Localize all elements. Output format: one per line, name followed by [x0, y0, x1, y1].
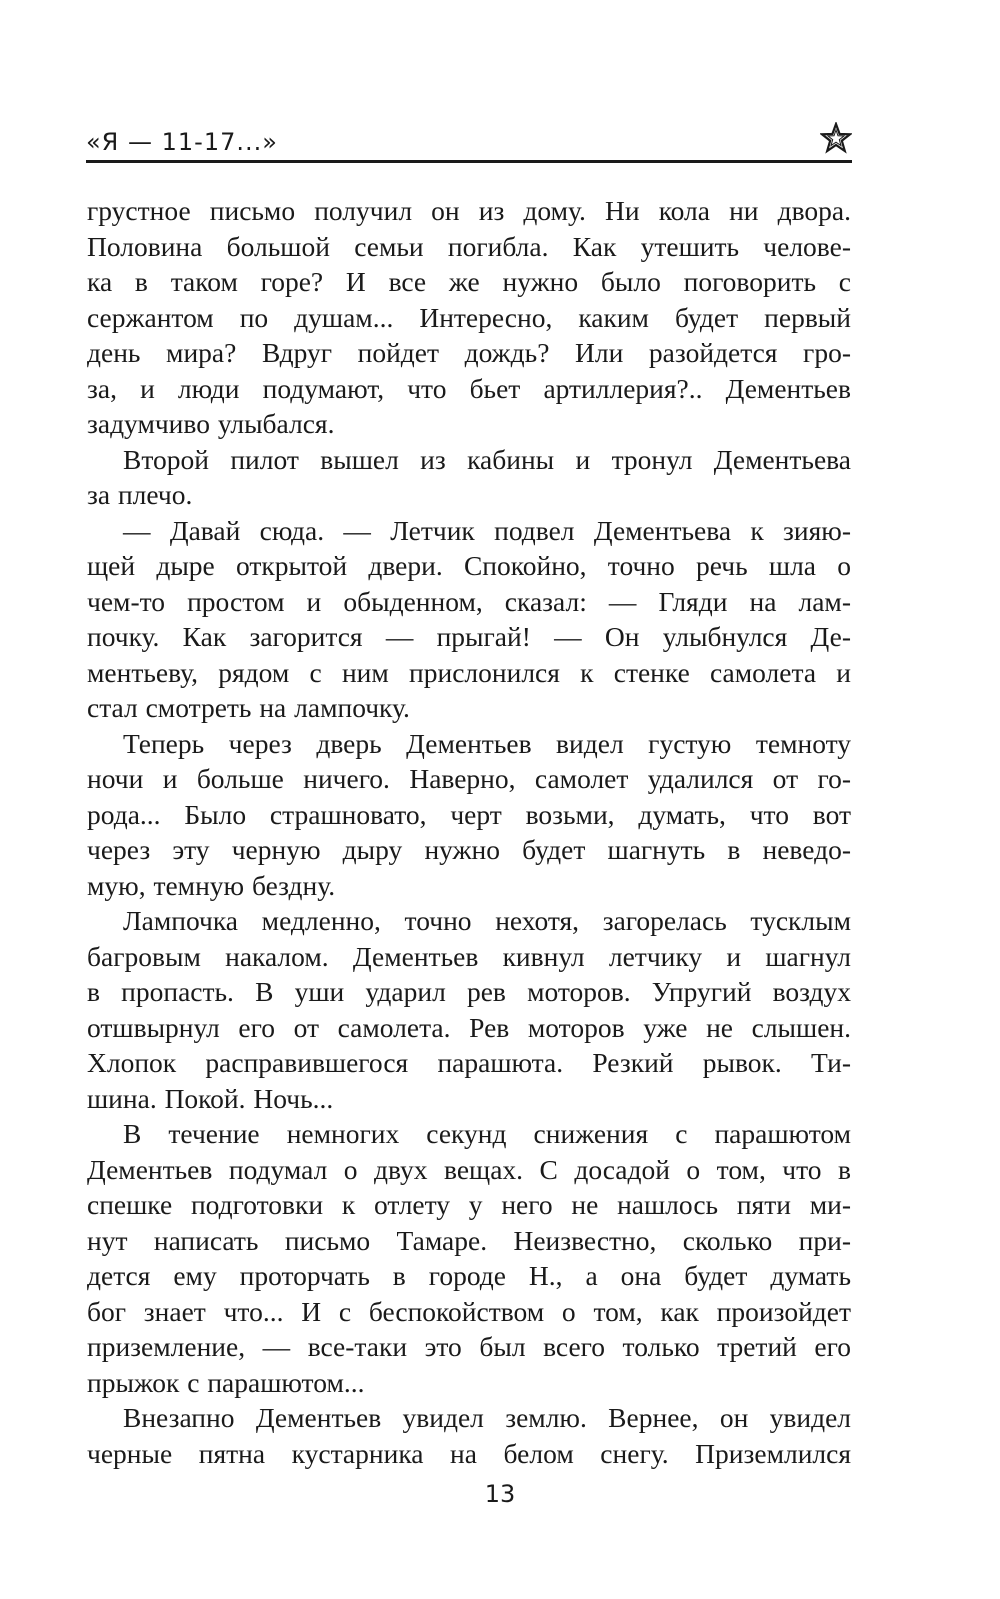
text-line: через эту черную дыру нужно будет шагнуть в неведо- [87, 834, 851, 865]
text-line: отшвырнул его от самолета. Рев моторов уже не слышен. [87, 1011, 851, 1043]
text-line: — Давай сюда. — Летчик подвел Дементьева к зияю- [123, 514, 851, 546]
header-rule [86, 160, 852, 163]
text-line: прыжок с парашютом... [87, 1366, 365, 1398]
text-line: задумчиво улыбался. [87, 408, 335, 439]
star-outline-icon [820, 122, 852, 154]
text-line: ночи и больше ничего. Наверно, самолет удалился от го- [87, 763, 851, 794]
text-line: В течение немногих секунд снижения с парашютом [123, 1118, 851, 1149]
text-line: чем-то простом и обыденном, сказал: — Гляди на лам- [87, 585, 851, 617]
text-line: в пропасть. В уши ударил рев моторов. Упругий воздух [87, 976, 851, 1007]
text-line: за плечо. [87, 479, 193, 510]
running-title: «Я — 11-17...» [86, 128, 278, 156]
text-line: Внезапно Дементьев увидел землю. Вернее, он увидел [123, 1402, 851, 1433]
text-line: день мира? Вдруг пойдет дождь? Или разойдется гро- [87, 337, 851, 368]
text-line: приземление, — все-таки это был всего только третий его [87, 1331, 851, 1362]
text-line: рода... Было страшновато, черт возьми, думать, что вот [87, 798, 851, 830]
text-line: Лампочка медленно, точно нехотя, загорелась тусклым [123, 905, 851, 936]
body-text [87, 193, 851, 1471]
page-number: 13 [484, 1480, 516, 1508]
text-line: щей дыре открытой двери. Спокойно, точно речь шла о [87, 550, 851, 581]
text-line: Второй пилот вышел из кабины и тронул Дементьева [123, 443, 851, 475]
text-line: багровым накалом. Дементьев кивнул летчику и шагнул [87, 940, 851, 972]
text-line: дется ему проторчать в городе Н., а она будет думать [87, 1260, 851, 1291]
text-line: мую, темную бездну. [87, 869, 336, 901]
text-line: Дементьев подумал о двух вещах. С досадой о том, что в [87, 1153, 851, 1185]
text-line: сержантом по душам... Интересно, каким будет первый [87, 301, 851, 333]
text-line: ка в таком горе? И все же нужно было поговорить с [87, 266, 851, 297]
text-line: за, и люди подумают, что бьет артиллерия?.. Дементьев [87, 372, 851, 404]
text-line: Хлопок расправившегося парашюта. Резкий рывок. Ти- [87, 1047, 851, 1078]
text-line: ментьеву, рядом с ним прислонился к стенке самолета и [87, 656, 851, 688]
text-line: бог знает что... И с беспокойством о том, как произойдет [87, 1295, 851, 1327]
running-header [86, 122, 852, 162]
text-line: грустное письмо получил он из дому. Ни кола ни двора. [87, 195, 851, 226]
text-line: Половина большой семьи погибла. Как утешить челове- [87, 230, 851, 262]
text-line: Теперь через дверь Дементьев видел густую темноту [123, 727, 851, 759]
text-line: стал смотреть на лампочку. [87, 692, 410, 723]
text-line: нут написать письмо Тамаре. Неизвестно, сколько при- [87, 1224, 851, 1256]
text-line: почку. Как загорится — прыгай! — Он улыбнулся Де- [87, 621, 851, 652]
text-line: шина. Покой. Ночь... [87, 1082, 334, 1114]
text-line: черные пятна кустарника на белом снегу. Приземлился [87, 1437, 851, 1469]
text-line: спешке подготовки к отлету у него не нашлось пяти ми- [87, 1189, 851, 1220]
